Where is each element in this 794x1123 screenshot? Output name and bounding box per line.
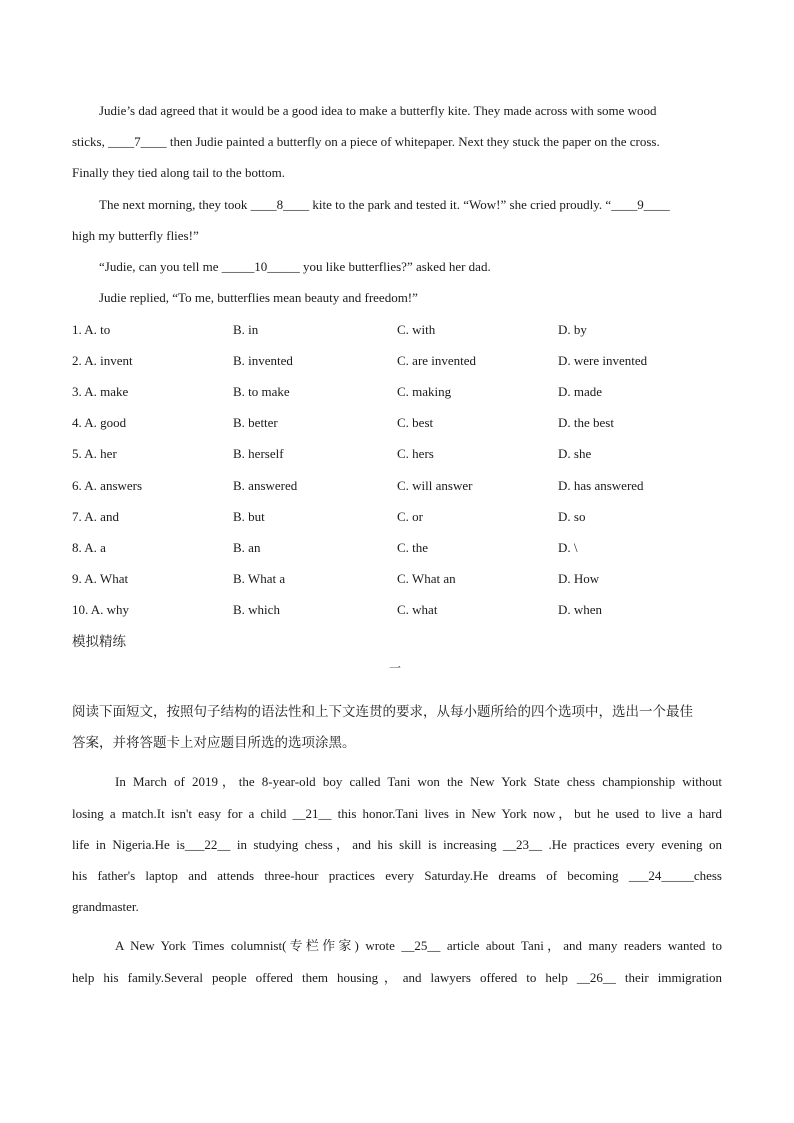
passage1-line-3: Finally they tied along tail to the bottom.	[72, 165, 286, 180]
option-8-a: 8. A. a	[72, 540, 106, 555]
option-9-c: C. What an	[397, 571, 456, 586]
option-4-a: 4. A. good	[72, 415, 127, 430]
option-8-c: C. the	[397, 540, 429, 555]
passage1-line-2: sticks, ____7____ then Judie painted a butterfly on a piece of whitepaper. Next they stuck the paper on the cross.	[72, 134, 660, 149]
passage1-line-1: Judie’s dad agreed that it would be a good idea to make a butterfly kite. They made across with some wood	[99, 103, 657, 118]
passage2-line-3: life in Nigeria.He is___22__ in studying chess，and his skill is increasing __23__ .He practices every evening on	[72, 837, 722, 852]
option-7-c: C. or	[397, 509, 423, 524]
option-1-b: B. in	[233, 322, 259, 337]
option-10-d: D. when	[558, 602, 603, 617]
option-8-d: D. \	[558, 540, 578, 555]
option-8-b: B. an	[233, 540, 261, 555]
option-9-b: B. What a	[233, 571, 286, 586]
passage1-line-6: “Judie, can you tell me _____10_____ you like butterflies?” asked her dad.	[99, 259, 491, 274]
option-5-c: C. hers	[397, 446, 434, 461]
option-6-b: B. answered	[233, 478, 298, 493]
passage1-line-5: high my butterfly flies!”	[72, 228, 199, 243]
passage2-line-5: grandmaster.	[72, 899, 139, 914]
option-9-d: D. How	[558, 571, 600, 586]
instructions-line-2: 答案，并将答题卡上对应题目所选的选项涂黑。	[72, 735, 356, 751]
option-4-d: D. the best	[558, 415, 614, 430]
option-2-a: 2. A. invent	[72, 353, 133, 368]
option-7-b: B. but	[233, 509, 265, 524]
option-5-b: B. herself	[233, 446, 284, 461]
option-7-a: 7. A. and	[72, 509, 119, 524]
passage2-line-1: In March of 2019，the 8-year-old boy called Tani won the New York State chess championship without	[115, 774, 722, 789]
section-title: 模拟精练	[72, 634, 126, 650]
option-3-c: C. making	[397, 384, 452, 399]
option-10-a: 10. A. why	[72, 602, 130, 617]
option-5-a: 5. A. her	[72, 446, 117, 461]
option-6-d: D. has answered	[558, 478, 644, 493]
passage2-line-4: his father's laptop and attends three-hour practices every Saturday.He dreams of becoming ___24_____chess	[72, 868, 722, 883]
option-5-d: D. she	[558, 446, 592, 461]
option-3-d: D. made	[558, 384, 603, 399]
passage1-line-7: Judie replied, “To me, butterflies mean beauty and freedom!”	[99, 290, 418, 305]
option-1-d: D. by	[558, 322, 587, 337]
passage2-line-2: losing a match.It isn't easy for a child __21__ this honor.Tani lives in New York now，but he used to live a hard	[72, 806, 722, 821]
option-2-b: B. invented	[233, 353, 293, 368]
option-3-a: 3. A. make	[72, 384, 129, 399]
option-1-c: C. with	[397, 322, 436, 337]
option-9-a: 9. A. What	[72, 571, 129, 586]
option-2-c: C. are invented	[397, 353, 477, 368]
option-2-d: D. were invented	[558, 353, 648, 368]
passage2-line-6: A New York Times columnist(专栏作家) wrote __25__ article about Tani，and many readers wanted to	[115, 938, 722, 953]
option-6-a: 6. A. answers	[72, 478, 143, 493]
option-1-a: 1. A. to	[72, 322, 111, 337]
section-number: 一	[389, 661, 402, 675]
option-7-d: D. so	[558, 509, 586, 524]
option-4-c: C. best	[397, 415, 434, 430]
passage2-line-7: help his family.Several people offered them housing，and lawyers offered to help __26__ their immigration	[72, 970, 722, 985]
instructions-line-1: 阅读下面短文，按照句子结构的语法性和上下文连贯的要求，从每小题所给的四个选项中，选出一个最佳	[72, 704, 693, 720]
option-3-b: B. to make	[233, 384, 290, 399]
passage1-line-4: The next morning, they took ____8____ kite to the park and tested it. “Wow!” she cried proudly. “____9____	[99, 197, 670, 212]
option-6-c: C. will answer	[397, 478, 473, 493]
option-10-b: B. which	[233, 602, 280, 617]
option-10-c: C. what	[397, 602, 438, 617]
option-4-b: B. better	[233, 415, 278, 430]
